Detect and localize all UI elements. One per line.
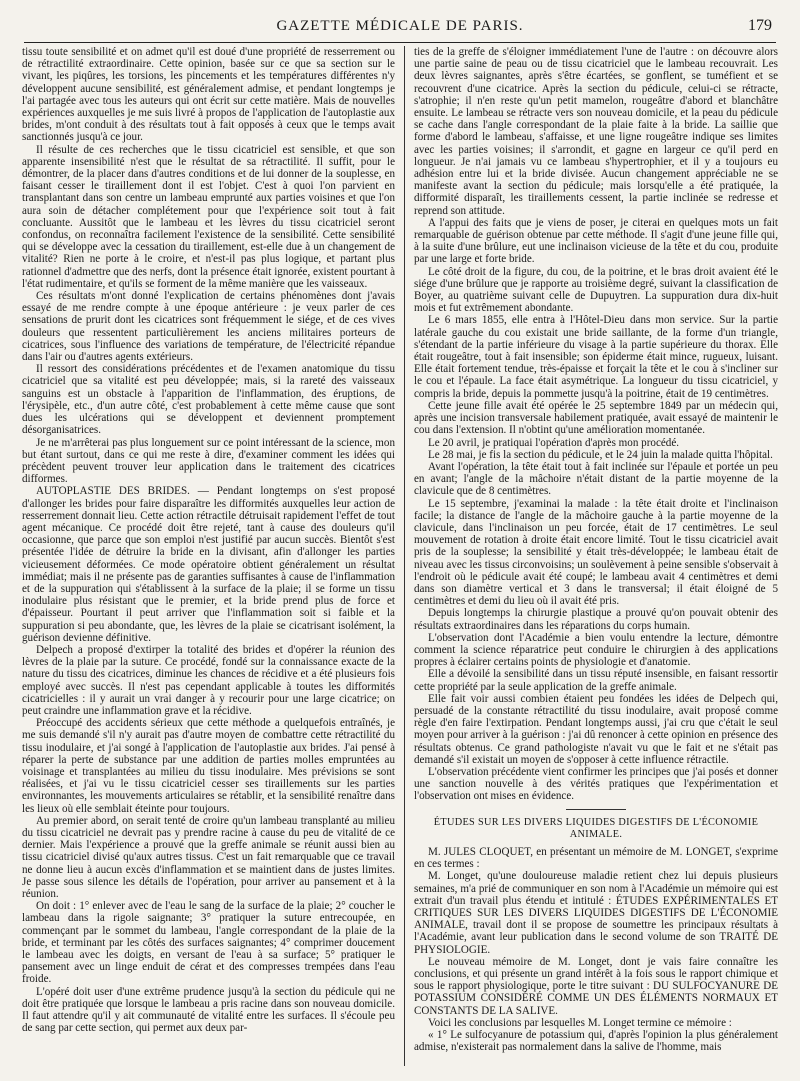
column-divider [404, 46, 405, 1066]
section-separator [566, 809, 626, 810]
paragraph: Le côté droit de la figure, du cou, de la poitrine, et le bras droit avaient été le siége d'une brûlure que je rapporte au troisième degré, suivant la classification de Boyer, au quatrième suivant celle de Dupuytren. La suppuration dura dix-huit mois et fut extrêmement abondante. [414, 265, 778, 315]
paragraph: L'observation dont l'Académie a bien voulu entendre la lecture, démontre comment la science réparatrice peut conduire le chirurgien à des applications propres à éclairer certains points de physiologie et d'anatomie. [414, 631, 778, 669]
paragraph: ties de la greffe de s'éloigner immédiatement l'une de l'autre : on découvre alors une partie saine de peau ou de tissu cicatriciel que le lambeau recouvrait. Les deux lèvres saignantes, après s'être écartées, se gonflent, se tuméfient et se recouvrent d'une cicatrice. Après la section du pédicule, celui-ci se rétracte, s'atrophie; il n'en reste qu'un petit mamelon, rougeâtre d'abord et blanchâtre ensuite. Le lambeau se rétracte vers son nouveau domicile, et la peau du pédicule se cache dans l'angle correspondant de la plaie faite à la bride. La saillie que forme d'abord le lambeau, s'affaisse, et une ligne rougeâtre indique ses limites avec les parties voisines; il s'arrondit, et gagne en largeur ce qu'il perd en longueur. Je n'ai jamais vu ce lambeau s'hypertrophier, et il y a toujours eu adhésion entre lui et la bride divisée. Aucun changement appréciable ne se manifeste avant la section du pédicule; mais lorsqu'elle a été pratiquée, la difformité disparaît, les tiraillements cessent, la partie inclinée se redresse et reprend son attitude. [414, 46, 778, 217]
paragraph: AUTOPLASTIE DES BRIDES. — Pendant longtemps on s'est proposé d'allonger les brides pour faire disparaître les difformités auxquelles leur action de resserrement donnait lieu. Cette action rétractile détruisait rapidement l'effet de tout agent mécanique. Ce procédé doit être rejeté, tant à cause des douleurs qu'il occasionne, que parce que son emploi n'est justifié par aucun succès. Bientôt s'est présentée l'idée de détruire la bride en la divisant, afin d'allonger les parties vicieusement déformées. Ce mode opératoire obtient généralement un résultat immédiat; mais il ne présente pas de garanties suffisantes à cause de l'inflammation et de la suppuration qui s'établissent à la surface de la plaie; il se forme un tissu inodulaire plus résistant que le premier, et la bride prend plus de force et d'épaisseur. Pourtant il peut arriver que l'inflammation soit si faible et la suppuration si peu abondante, que, les lèvres de la plaie se cicatrisant isolément, la guérison devienne définitive. [22, 485, 395, 644]
paragraph: Elle fait voir aussi combien étaient peu fondées les idées de Delpech qui, persuadé de la constante rétractilité du tissu inodulaire, avait proposé comme règle d'en faire l'extirpation. Pendant longtemps aussi, j'ai cru que c'était le seul moyen pour arriver à la guérison : j'ai dû renoncer à cette opinion en présence des résultats obtenus. Ce grand pathologiste n'avait vu que le fait et ne s'était pas demandé s'il existait un moyen de s'opposer à cette influence rétractile. [414, 692, 778, 766]
page-number: 179 [748, 17, 772, 34]
paragraph: Le 15 septembre, j'examinai la malade : la tête était droite et l'inclinaison facile; la distance de l'angle de la mâchoire gauche à la partie moyenne de la clavicule, dans l'inclinaison un peu forcée, était de 17 centimètres. Le seul mouvement de rotation à droite était encore limité. Tout le tissu cicatriciel avait pris de la souplesse; la sensibilité y était très-développée; le lambeau était de niveau avec les tissus circonvoisins; un soulèvement à peine sensible s'observait à l'endroit où le pédicule avait été coupé; le lambeau avait 4 centimètres et demi dans son diamètre vertical et 3 dans le transversal; il était éloigné de 5 centimètres et demi du lieu où il avait été pris. [414, 497, 778, 608]
paragraph: Ces résultats m'ont donné l'explication de certains phénomènes dont j'avais essayé de me rendre compte à une époque antérieure : je veux parler de ces sensations de prurit dont les cicatrices sont fréquemment le siége, et de ces vives douleurs que ressentent particulièrement les anciens militaires porteurs de cicatrices, sous l'influence des variations de température, de l'électricité répandue dans l'air ou d'autres agents extérieurs. [22, 290, 395, 364]
paragraph: Cette jeune fille avait été opérée le 25 septembre 1849 par un médecin qui, après une incision transversale habilement pratiquée, avait essayé de maintenir le cou dans l'extension. Il n'obtint qu'une amélioration momentanée. [414, 399, 778, 437]
paragraph: Préoccupé des accidents sérieux que cette méthode a quelquefois entraînés, je me suis demandé s'il n'y aurait pas d'autre moyen de combattre cette rétractilité du tissu inodulaire, et j'ai songé à l'application de l'autoplastie aux brides. J'ai pensé à réparer la perte de substance par une addition de parties molles empruntées au voisinage et transplantées au milieu du tissu inodulaire. Mes prévisions se sont réalisées, et j'ai vu le tissu cicatriciel cesser ses tiraillements sur les parties environnantes, les mouvements articulaires se rétablir, et la sensibilité renaître dans les lieux où elle semblait éteinte pour toujours. [22, 717, 395, 815]
paragraph: Avant l'opération, la tête était tout à fait inclinée sur l'épaule et portée un peu en avant; l'angle de la mâchoire n'était distant de la partie moyenne de la clavicule que de 8 centimètres. [414, 460, 778, 498]
paragraph: Voici les conclusions par lesquelles M. Longet termine ce mémoire : [428, 1016, 732, 1029]
paragraph: Il ressort des considérations précédentes et de l'examen anatomique du tissu cicatriciel que sa vitalité est peu développée; mais, si la rareté des vaisseaux sanguins est un obstacle à l'apparition de l'inflammation, des éruptions, de l'érysipèle, etc., d'un autre côté, c'est probablement à cette même cause que sont dues les ulcérations qui se développent et deviennent promptement désorganisatrices. [22, 363, 395, 437]
section-heading: ÉTUDES SUR LES DIVERS LIQUIDES DIGESTIFS DE L'ÉCONOMIE ANIMALE. [433, 816, 759, 840]
paragraph: Depuis longtemps la chirurgie plastique a prouvé qu'on pouvait obtenir des résultats extraordinaires dans les réparations du corps humain. [414, 607, 778, 632]
right-column [414, 46, 778, 1068]
paragraph: M. JULES CLOQUET, en présentant un mémoire de M. LONGET, s'exprime en ces termes : [414, 846, 778, 871]
paragraph: A l'appui des faits que je viens de poser, je citerai en quelques mots un fait remarquable de guérison obtenue par cette méthode. Il s'agit d'une jeune fille qui, à la suite d'une brûlure, eut une inclinaison vicieuse de la tête et du cou, produite par une large et forte bride. [414, 216, 778, 266]
running-title: GAZETTE MÉDICALE DE PARIS. [276, 18, 524, 34]
left-column [22, 46, 395, 1068]
paragraph: Le 6 mars 1855, elle entra à l'Hôtel-Dieu dans mon service. Sur la partie latérale gauche du cou existait une bride saillante, de la forme d'un triangle, s'étendant de la partie inférieure du visage à la partie supérieure du thorax. Elle était rougeâtre, tout à fait insensible; son épiderme était mince, rugueux, luisant. Elle était fortement tendue, très-épaisse et forçait la tête et le cou à s'incliner sur le cou et l'épaule. La face était asymétrique. La longueur du tissu cicatriciel, y compris la bride, depuis la pommette jusqu'à la poitrine, était de 19 centimètres. [414, 314, 778, 400]
paragraph: On doit : 1° enlever avec de l'eau le sang de la surface de la plaie; 2° coucher le lambeau dans la rigole saignante; 3° pratiquer la suture entrecoupée, en commençant par le sommet du lambeau, l'angle correspondant de la plaie de la bride, et terminant par les côtés des surfaces saignantes; 4° comprimer doucement le lambeau avec les doigts, en versant de l'eau à sa surface; 5° pratiquer le pansement avec un linge enduit de cérat et des compresses trempées dans l'eau froide. [22, 900, 395, 986]
paragraph: L'observation précédente vient confirmer les principes que j'ai posés et donner une sanction nouvelle à des vérités pratiques que l'expérimentation et l'observation ont mises en évidence. [414, 765, 778, 803]
paragraph: Il résulte de ces recherches que le tissu cicatriciel est sensible, et que son apparente insensibilité n'est que le résultat de sa rétractilité. Il suffit, pour le démontrer, de la placer dans d'autres conditions et de lui donner de la souplesse, en faisant cesser le tiraillement dont il est l'objet. C'est à quoi l'on parvient en transplantant dans son centre un lambeau emprunté aux parties voisines et que l'on aura soin de détacher complétement pour que l'expérience soit tout à fait concluante. Aussitôt que le lambeau et les lèvres du tissu cicatriciel seront confondus, on reconnaîtra facilement l'existence de la sensibilité. Cette sensibilité qui se développe avec la cessation du tiraillement, est-elle due à un changement de vitalité? Rien ne porte à le croire, et n'est-il pas plus logique, et partant plus rationnel d'admettre que des nerfs, dont la présence était ignorée, existent pourtant à l'état rudimentaire, et qu'ils se forment de la même manière que les vaisseaux. [22, 143, 395, 290]
paragraph: tissu toute sensibilité et on admet qu'il est doué d'une propriété de resserrement ou de rétractilité extraordinaire. Cette opinion, basée sur ce que sa section sur le vivant, les piqûres, les torsions, les pincements et les températures différentes n'y développent aucune sensibilité, est généralement admise, et pendant longtemps je l'ai partagée avec tous les auteurs qui ont écrit sur cette matière. Mais de nouvelles expériences auxquelles je me suis livré à propos de l'application de l'autoplastie aux brides, m'ont conduit à des résultats tout à fait opposés à ceux que le temps avait sanctionnés jusqu'à ce jour. [22, 46, 395, 144]
paragraph: Le nouveau mémoire de M. Longet, dont je vais faire connaître les conclusions, et qui présente un grand intérêt à la fois sous le rapport chimique et sous le rapport physiologique, porte le titre suivant : DU SULFOCYANURE DE POTASSIUM CONSIDÉRÉ COMME UN DES ÉLÉMENTS NORMAUX ET CONSTANTS DE LA SALIVE. [414, 955, 778, 1017]
paragraph: Elle a dévoilé la sensibilité dans un tissu réputé insensible, en faisant ressortir cette propriété par la seule application de la greffe animale. [414, 668, 778, 693]
paragraph: Le 28 mai, je fis la section du pédicule, et le 24 juin la malade quitta l'hôpital. [428, 448, 773, 461]
paragraph: « 1° Le sulfocyanure de potassium qui, d'après l'opinion la plus généralement admise, n'existerait pas normalement dans la salive de l'homme, mais [414, 1029, 778, 1054]
paragraph: Au premier abord, on serait tenté de croire qu'un lambeau transplanté au milieu du tissu cicatriciel ne devrait pas y prendre racine à cause du peu de vitalité de ce dernier. Mais l'expérience a prouvé que la greffe animale se réunit aussi bien au tissu cicatriciel divisé qu'aux autres tissus. C'est un fait remarquable que ce travail ne donne lieu à aucun excès d'inflammation et se maintient dans de justes limites. Je passe sous silence les détails de l'opération, pour arriver au pansement et à la réunion. [22, 814, 395, 901]
paragraph: M. Longet, qu'une douloureuse maladie retient chez lui depuis plusieurs semaines, m'a prié de communiquer en son nom à l'Académie un mémoire qui est extrait d'un travail plus étendu et intitulé : ÉTUDES EXPÉRIMENTALES ET CRITIQUES SUR LES DIVERS LIQUIDES DIGESTIFS DE L'ÉCONOMIE ANIMALE, travail dont il se propose de soumettre les principaux résultats à l'Académie, avant leur publication dans le second volume de son TRAITÉ DE PHYSIOLOGIE. [414, 870, 778, 956]
paragraph: Je ne m'arrêterai pas plus longuement sur ce point intéressant de la science, mon but étant surtout, dans ce qui me reste à dire, d'examiner comment les idées qui précèdent peuvent trouver leur application dans le traitement des cicatrices difformes. [22, 436, 395, 486]
paragraph: L'opéré doit user d'une extrême prudence jusqu'à la section du pédicule qui ne doit être pratiquée que lorsque le lambeau a pris racine dans son nouveau domicile. Il faut attendre qu'il y ait communauté de vitalité entre les surfaces. Il s'écoule peu de sang par cette section, qui permet aux deux par- [22, 985, 395, 1035]
page-header [24, 14, 776, 43]
paragraph: Delpech a proposé d'extirper la totalité des brides et d'opérer la réunion des lèvres de la plaie par la suture. Ce procédé, fondé sur la connaissance exacte de la nature du tissu des cicatrices, diminue les chances de récidive et a été plusieurs fois employé avec succès. Il n'est pas cependant applicable à toutes les difformités cicatricielles : il y aurait un vrai danger à y recourir pour une large cicatrice; on peut craindre une inflammation grave et la récidive. [22, 643, 395, 717]
paragraph: Le 20 avril, je pratiquai l'opération d'après mon procédé. [428, 436, 680, 449]
